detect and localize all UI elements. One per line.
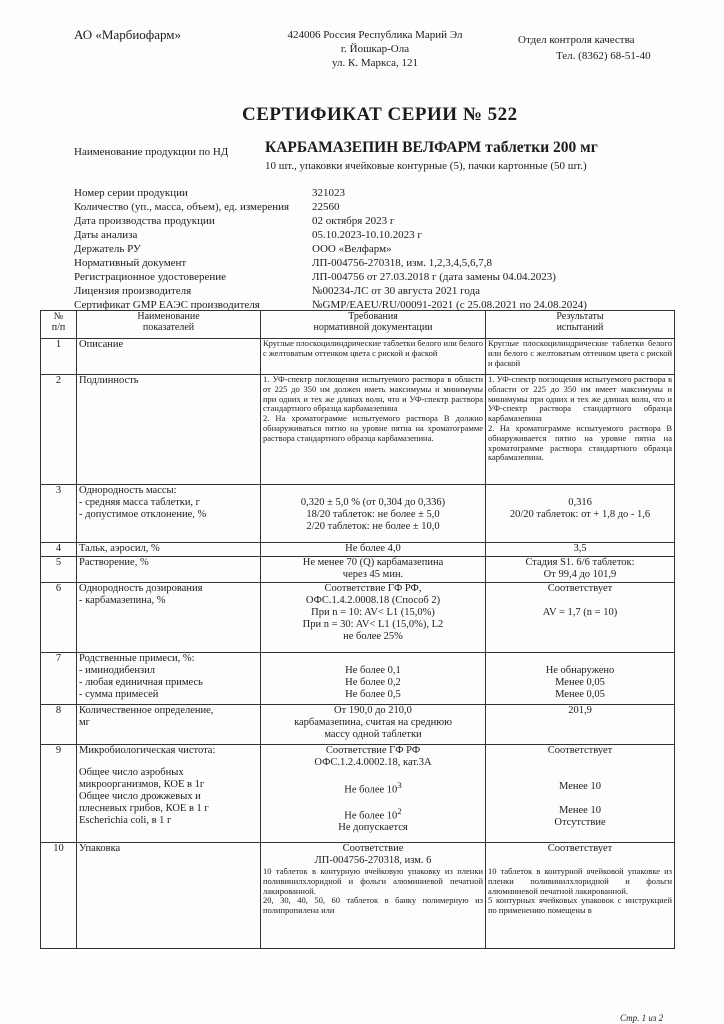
row-name: Количественное определение, мг bbox=[77, 705, 261, 745]
product-name: КАРБАМАЗЕПИН ВЕЛФАРМ таблетки 200 мг bbox=[265, 139, 598, 156]
info-label: Количество (уп., масса, объем), ед. измерения bbox=[74, 201, 290, 213]
table-row bbox=[41, 583, 675, 653]
row-requirement: 0,320 ± 5,0 % (от 0,304 до 0,336) 18/20 таблеток: не более ± 5,0 2/20 таблеток: не более ± 10,0 bbox=[261, 485, 486, 543]
table-row bbox=[41, 705, 675, 745]
row-number: 7 bbox=[41, 653, 77, 705]
qc-department: Отдел контроля качества bbox=[518, 34, 635, 46]
row-requirement: Соответствие ГФ РФ, ОФС.1.4.2.0008.18 (Способ 2) При n = 10: AV< L1 (15,0%) При n = 30: AV< L1 (15,0%), L2 не более 25% bbox=[261, 583, 486, 653]
row-requirement: Соответствие ЛП-004756-270318, изм. 6 10 таблеток в контурную ячейковую упаковку из пленки поливинилхлоридной и фольги алюминиевой печатной лакированной. 20, 30, 40, 50, 60 таблеток в банку полимерную из полипропилена или bbox=[261, 843, 486, 949]
table-row bbox=[41, 745, 675, 843]
row-name: Однородность массы: - средняя масса таблетки, г - допустимое отклонение, % bbox=[77, 485, 261, 543]
info-label: Нормативный документ bbox=[74, 257, 187, 269]
row-result: Стадия S1. 6/6 таблеток: От 99,4 до 101,9 bbox=[486, 557, 675, 583]
address-line: 424006 Россия Республика Марий Эл bbox=[287, 29, 463, 41]
row-result: 1. УФ-спектр поглощения испытуемого раствора в области от 225 до 350 нм имеет максимумы и минимумы при одних и тех же длинах волн, что и УФ-спектр раствора стандартного образца карбамазепина 2. На хроматограмме испытуемого раствора В обнаруживается пятно на уровне пятна на хроматограмме раствора стандартного образца карбамазепина. bbox=[486, 375, 675, 485]
info-label: Даты анализа bbox=[74, 229, 138, 241]
row-number: 8 bbox=[41, 705, 77, 745]
phone: Тел. (8362) 68-51-40 bbox=[556, 50, 651, 62]
row-requirement: От 190,0 до 210,0 карбамазепина, считая на среднюю массу одной таблетки bbox=[261, 705, 486, 745]
row-result: 0,316 20/20 таблеток: от + 1,8 до - 1,6 bbox=[486, 485, 675, 543]
row-result: 3,5 bbox=[486, 543, 675, 557]
page-number: Стр. 1 из 2 bbox=[620, 1013, 664, 1023]
row-number: 9 bbox=[41, 745, 77, 843]
row-name: Растворение, % bbox=[77, 557, 261, 583]
row-requirement: Не более 4,0 bbox=[261, 543, 486, 557]
row-number: 5 bbox=[41, 557, 77, 583]
row-requirement: Не менее 70 (Q) карбамазепина через 45 мин. bbox=[261, 557, 486, 583]
address-line: г. Йошкар-Ола bbox=[340, 43, 410, 55]
row-result: 201,9 bbox=[486, 705, 675, 745]
info-label: Регистрационное удостоверение bbox=[74, 271, 227, 283]
info-value: 02 октября 2023 г bbox=[312, 215, 395, 227]
company-name: АО «Марбиофарм» bbox=[74, 27, 182, 42]
info-value: №GMP/EAEU/RU/00091-2021 (с 25.08.2021 по 24.08.2024) bbox=[312, 299, 587, 311]
info-label: Держатель РУ bbox=[74, 243, 141, 255]
table-row bbox=[41, 557, 675, 583]
row-number: 4 bbox=[41, 543, 77, 557]
header-no: № п/п bbox=[41, 311, 77, 339]
info-value: ЛП-004756-270318, изм. 1,2,3,4,5,6,7,8 bbox=[312, 257, 493, 269]
row-name: Описание bbox=[77, 339, 261, 375]
row-result: Соответствует 10 таблеток в контурной ячейковой упаковке из пленки поливинилхлоридной и фольги алюминиевой печатной лакированной. 5 контурных ячейковых упаковок с инструкцией по применению помещены в bbox=[486, 843, 675, 949]
info-value: №00234-ЛС от 30 августа 2021 года bbox=[312, 285, 481, 297]
info-label: Сертификат GMP ЕАЭС производителя bbox=[74, 299, 260, 311]
table-row bbox=[41, 485, 675, 543]
table-row bbox=[41, 339, 675, 375]
row-name: Тальк, аэросил, % bbox=[77, 543, 261, 557]
product-label: Наименование продукции по НД bbox=[74, 146, 229, 158]
info-value: ЛП-004756 от 27.03.2018 г (дата замены 04.04.2023) bbox=[312, 271, 556, 283]
row-number: 1 bbox=[41, 339, 77, 375]
row-result: Соответствует AV = 1,7 (n = 10) bbox=[486, 583, 675, 653]
certificate-title: СЕРТИФИКАТ СЕРИИ № 522 bbox=[242, 104, 518, 125]
info-value: 05.10.2023-10.10.2023 г bbox=[312, 229, 422, 241]
table-row bbox=[41, 543, 675, 557]
row-requirement: Круглые плоскоцилиндрические таблетки белого или белого с желтоватым оттенком цвета с риской и фаской bbox=[261, 339, 486, 375]
results-table bbox=[40, 310, 675, 949]
row-number: 6 bbox=[41, 583, 77, 653]
info-value: 321023 bbox=[312, 187, 345, 199]
info-value: ООО «Велфарм» bbox=[312, 243, 392, 255]
row-requirement: Соответствие ГФ РФ ОФС.1.2.4.0002.18, кат.3А Не более $10^3$ Не более $10^2$ Не допускается bbox=[261, 745, 486, 843]
table-row bbox=[41, 375, 675, 485]
row-name: Упаковка bbox=[77, 843, 261, 949]
row-number: 10 bbox=[41, 843, 77, 949]
table-header-row bbox=[41, 311, 675, 339]
table-row bbox=[41, 653, 675, 705]
info-value: 22560 bbox=[312, 201, 340, 213]
row-result: Соответствует Менее 10 Менее 10 Отсутствие bbox=[486, 745, 675, 843]
company-address bbox=[285, 28, 465, 70]
row-number: 2 bbox=[41, 375, 77, 485]
info-label: Лицензия производителя bbox=[74, 285, 192, 297]
table-row bbox=[41, 843, 675, 949]
row-name: Подлинность bbox=[77, 375, 261, 485]
row-name: Микробиологическая чистота: Общее число аэробных микроорганизмов, КОЕ в 1г Общее число дрожжевых и плесневых грибов, КОЕ в 1 г Escherichia coli, в 1 г bbox=[77, 745, 261, 843]
info-label: Номер серии продукции bbox=[74, 187, 188, 199]
header-results: Результаты испытаний bbox=[486, 311, 675, 339]
row-number: 3 bbox=[41, 485, 77, 543]
row-name: Однородность дозирования - карбамазепина, % bbox=[77, 583, 261, 653]
row-requirement: Не более 0,1 Не более 0,2 Не более 0,5 bbox=[261, 653, 486, 705]
header-requirements: Требования нормативной документации bbox=[261, 311, 486, 339]
address-line: ул. К. Маркса, 121 bbox=[332, 57, 418, 69]
row-requirement: 1. УФ-спектр поглощения испытуемого раствора в области от 225 до 350 нм должен иметь максимумы и минимумы при одних и тех же длинах волн, что и УФ-спектр раствора стандартного образца карбамазепина 2. На хроматограмме испытуемого раствора В должно обнаруживаться пятно на уровне пятна на хроматограмме раствора стандартного образца карбамазепина. bbox=[261, 375, 486, 485]
row-name: Родственные примеси, %: - иминодибензил - любая единичная примесь - сумма примесей bbox=[77, 653, 261, 705]
row-result: Не обнаружено Менее 0,05 Менее 0,05 bbox=[486, 653, 675, 705]
product-pack: 10 шт., упаковки ячейковые контурные (5), пачки картонные (50 шт.) bbox=[265, 160, 587, 172]
row-result: Круглые плоскоцилиндрические таблетки белого или белого с желтоватым оттенком цвета с риской и фаской bbox=[486, 339, 675, 375]
header-name: Наименование показателей bbox=[77, 311, 261, 339]
info-label: Дата производства продукции bbox=[74, 215, 215, 227]
